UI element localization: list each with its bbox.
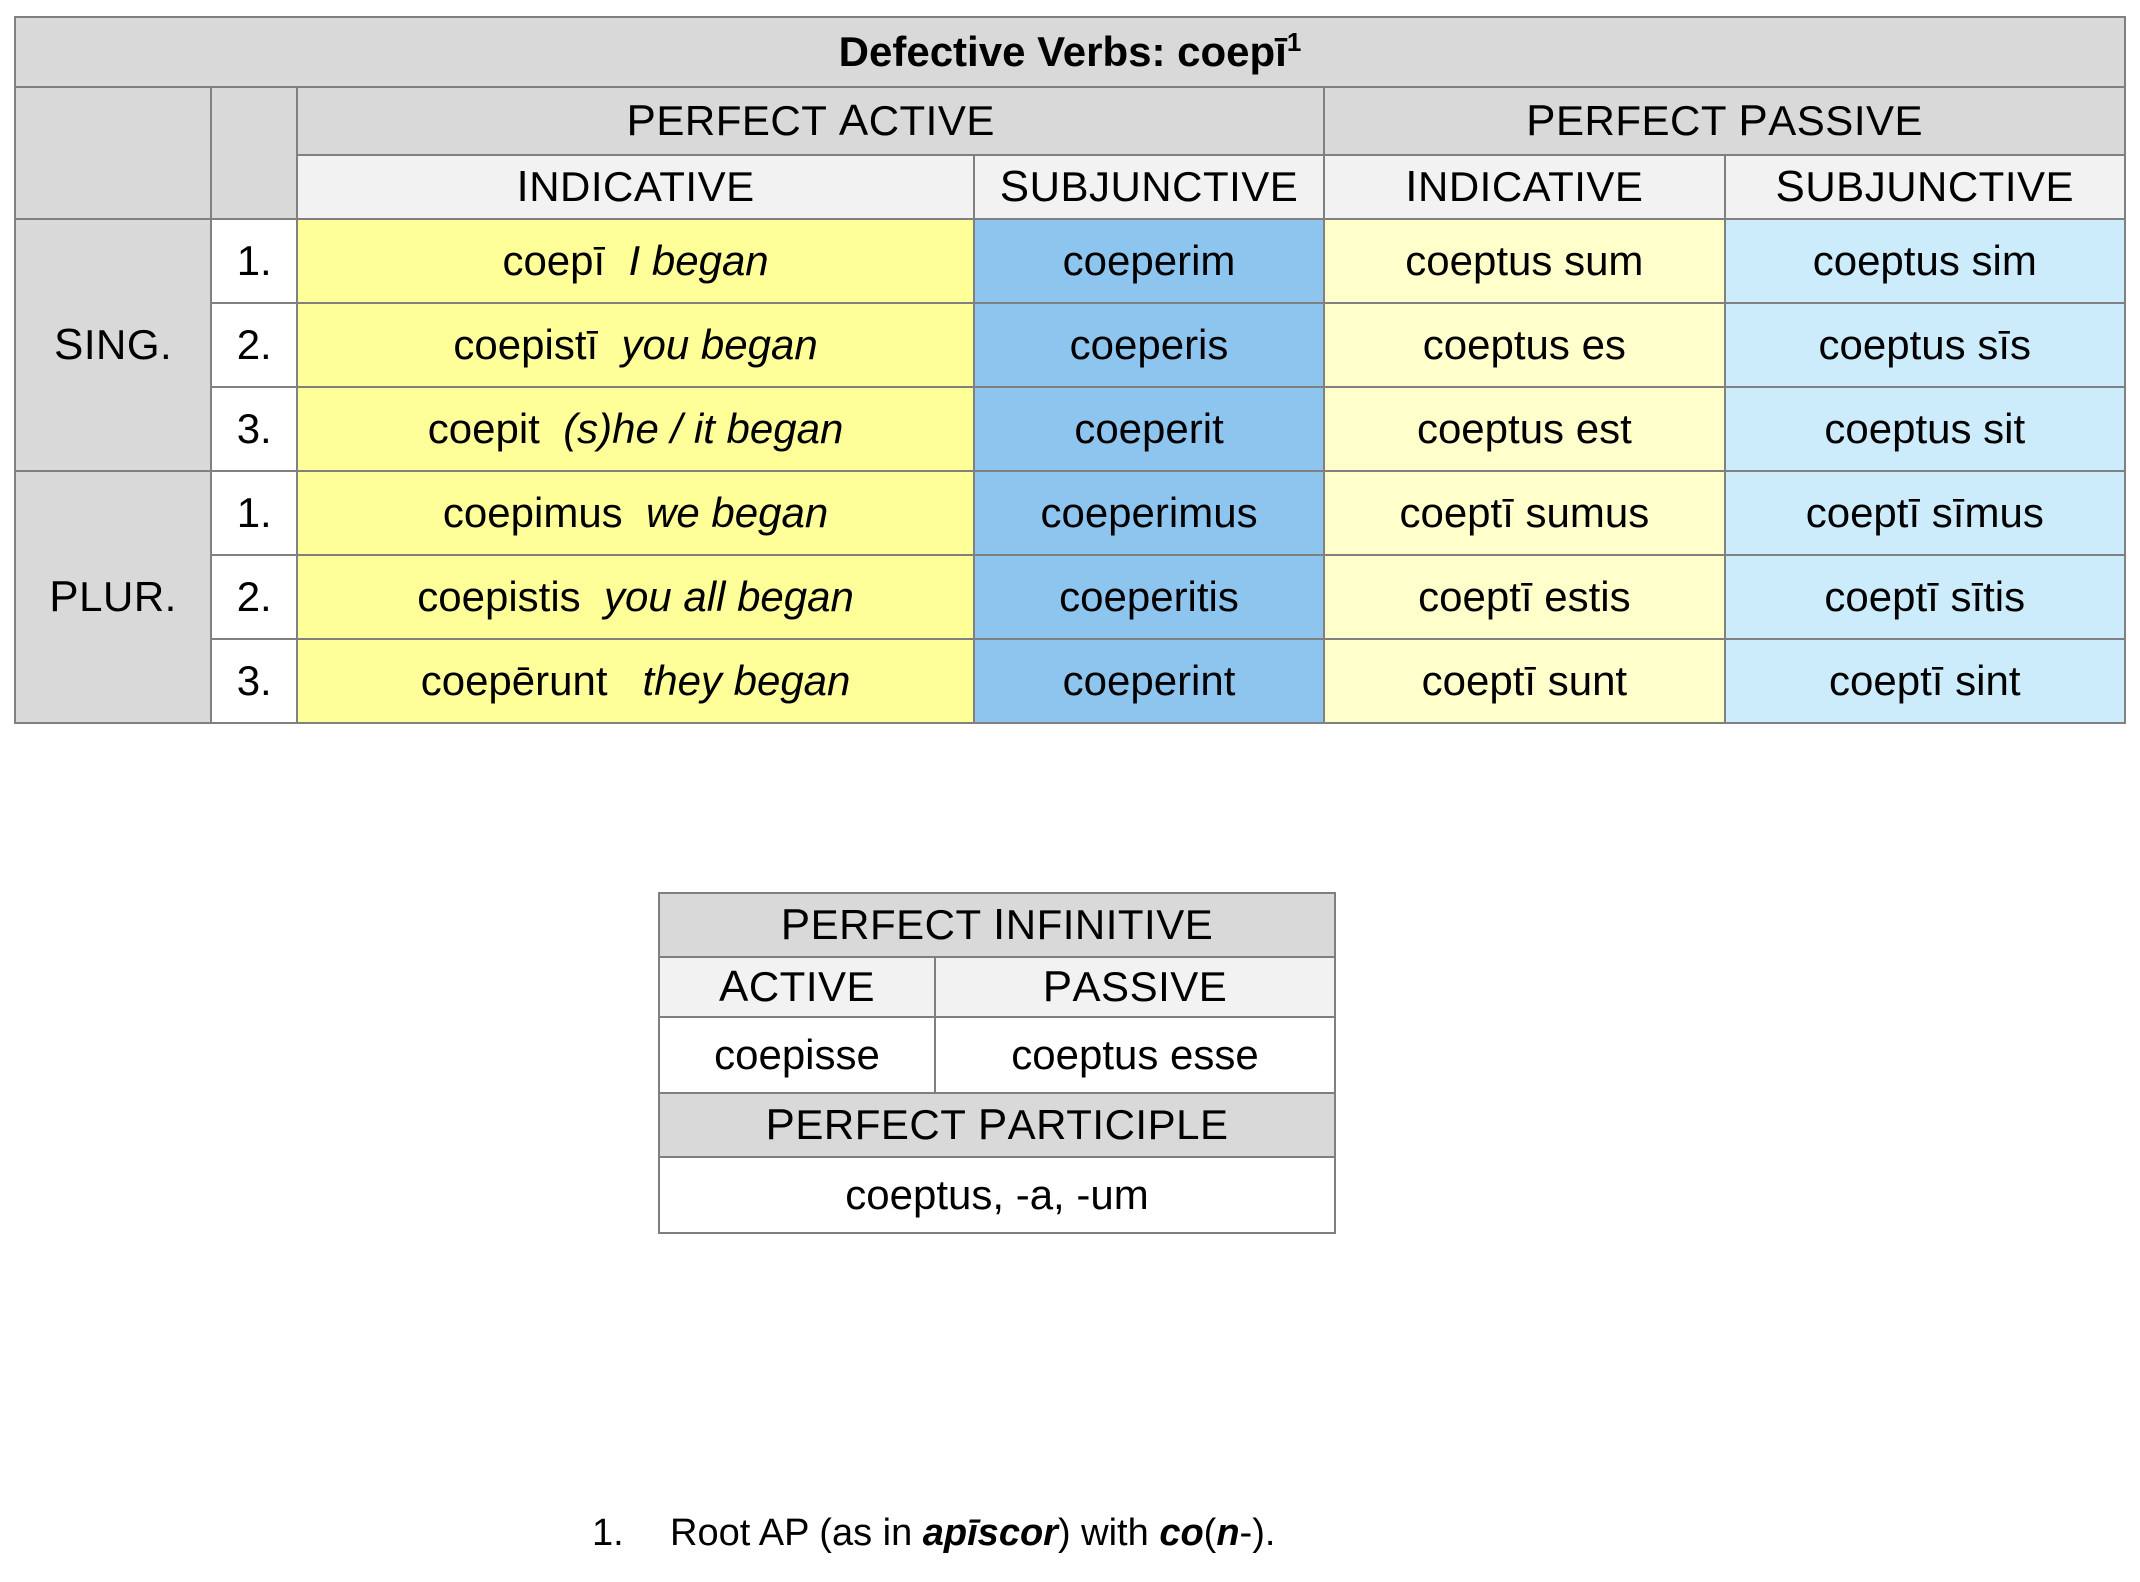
english-gloss: you all began (604, 572, 854, 620)
cell-passive-indicative: coeptī estis (1324, 555, 1724, 639)
cell-passive-subjunctive: coeptus sit (1725, 387, 2125, 471)
header-passive-indicative: INDICATIVE (1324, 155, 1724, 219)
footnote-emphasis-co: co (1159, 1512, 1204, 1554)
cell-infinitive-active: coepisse (659, 1017, 935, 1093)
table-row-voice-headers (659, 957, 1335, 1017)
corner-blank-person (211, 87, 297, 219)
latin-form: coepimus (442, 488, 623, 536)
header-perfect-passive: PERFECT PASSIVE (1324, 87, 2125, 155)
footnote-emphasis-n: n (1216, 1512, 1240, 1554)
cell-active-indicative (297, 639, 974, 723)
person-label: 3. (211, 387, 297, 471)
main-conjugation-table-wrapper (14, 16, 2126, 724)
header-infinitive-passive: PASSIVE (935, 957, 1335, 1017)
title-text: Defective Verbs: coepī (838, 28, 1287, 76)
footnote-text-part2: ) with (1057, 1512, 1160, 1554)
cell-passive-subjunctive: coeptus sim (1725, 219, 2125, 303)
cell-active-subjunctive: coeperim (974, 219, 1324, 303)
footnote-emphasis-apiscor: apīscor (922, 1512, 1058, 1554)
english-gloss: (s)he / it began (563, 404, 844, 452)
latin-form: coepērunt (420, 656, 608, 704)
row-label-plural: PLUR. (15, 471, 211, 723)
header-passive-subjunctive: SUBJUNCTIVE (1725, 155, 2125, 219)
cell-passive-indicative: coeptus sum (1324, 219, 1724, 303)
person-label: 2. (211, 303, 297, 387)
title-footnote-marker: 1 (1286, 27, 1302, 58)
cell-active-indicative (297, 387, 974, 471)
cell-active-subjunctive: coeperimus (974, 471, 1324, 555)
latin-form: coepistī (453, 320, 599, 368)
table-row (15, 555, 2125, 639)
main-conjugation-table (14, 16, 2126, 724)
table-row (15, 471, 2125, 555)
footnote-number: 1. (592, 1512, 624, 1554)
latin-form: coepit (427, 404, 540, 452)
header-active-indicative: INDICATIVE (297, 155, 974, 219)
table-row-mood-headers (15, 155, 2125, 219)
footnote-open-paren: ( (1203, 1512, 1217, 1554)
table-row-infinitive-values (659, 1017, 1335, 1093)
person-label: 3. (211, 639, 297, 723)
cell-passive-subjunctive: coeptī sītis (1725, 555, 2125, 639)
header-active-subjunctive: SUBJUNCTIVE (974, 155, 1324, 219)
cell-passive-subjunctive: coeptus sīs (1725, 303, 2125, 387)
footnote-text-part1: Root AP (as in (670, 1512, 923, 1554)
cell-active-subjunctive: coeperitis (974, 555, 1324, 639)
cell-active-indicative (297, 555, 974, 639)
footnote-text-part3: -). (1239, 1512, 1276, 1554)
cell-active-indicative (297, 219, 974, 303)
english-gloss: we began (646, 488, 829, 536)
cell-passive-indicative: coeptus est (1324, 387, 1724, 471)
cell-active-subjunctive: coeperit (974, 387, 1324, 471)
person-label: 1. (211, 219, 297, 303)
table-row (15, 303, 2125, 387)
header-infinitive-active: ACTIVE (659, 957, 935, 1017)
footnote (592, 1512, 1275, 1555)
english-gloss: I began (628, 236, 769, 284)
table-row-title (15, 17, 2125, 87)
table-row-participle-value (659, 1157, 1335, 1233)
corner-blank-number (15, 87, 211, 219)
cell-passive-subjunctive: coeptī sint (1725, 639, 2125, 723)
table-row (15, 387, 2125, 471)
latin-form: coepī (502, 236, 606, 284)
cell-passive-indicative: coeptī sumus (1324, 471, 1724, 555)
cell-infinitive-passive: coeptus esse (935, 1017, 1335, 1093)
infinitive-participle-table-wrapper (658, 892, 1334, 1234)
table-row (15, 219, 2125, 303)
cell-active-indicative (297, 471, 974, 555)
latin-form: coepistis (417, 572, 581, 620)
infinitive-participle-table (658, 892, 1336, 1234)
table-row-group-headers (15, 87, 2125, 155)
table-row-infinitive-heading (659, 893, 1335, 957)
table-row (15, 639, 2125, 723)
cell-passive-indicative: coeptus es (1324, 303, 1724, 387)
table-row-participle-heading (659, 1093, 1335, 1157)
cell-passive-subjunctive: coeptī sīmus (1725, 471, 2125, 555)
english-gloss: they began (642, 656, 851, 704)
cell-participle-value: coeptus, -a, -um (659, 1157, 1335, 1233)
row-label-singular: SING. (15, 219, 211, 471)
cell-active-indicative (297, 303, 974, 387)
person-label: 2. (211, 555, 297, 639)
english-gloss: you began (621, 320, 818, 368)
cell-active-subjunctive: coeperis (974, 303, 1324, 387)
person-label: 1. (211, 471, 297, 555)
cell-passive-indicative: coeptī sunt (1324, 639, 1724, 723)
cell-active-subjunctive: coeperint (974, 639, 1324, 723)
header-perfect-participle: PERFECT PARTICIPLE (659, 1093, 1335, 1157)
header-perfect-active: PERFECT ACTIVE (297, 87, 1324, 155)
header-perfect-infinitive: PERFECT INFINITIVE (659, 893, 1335, 957)
page-title (15, 17, 2125, 87)
